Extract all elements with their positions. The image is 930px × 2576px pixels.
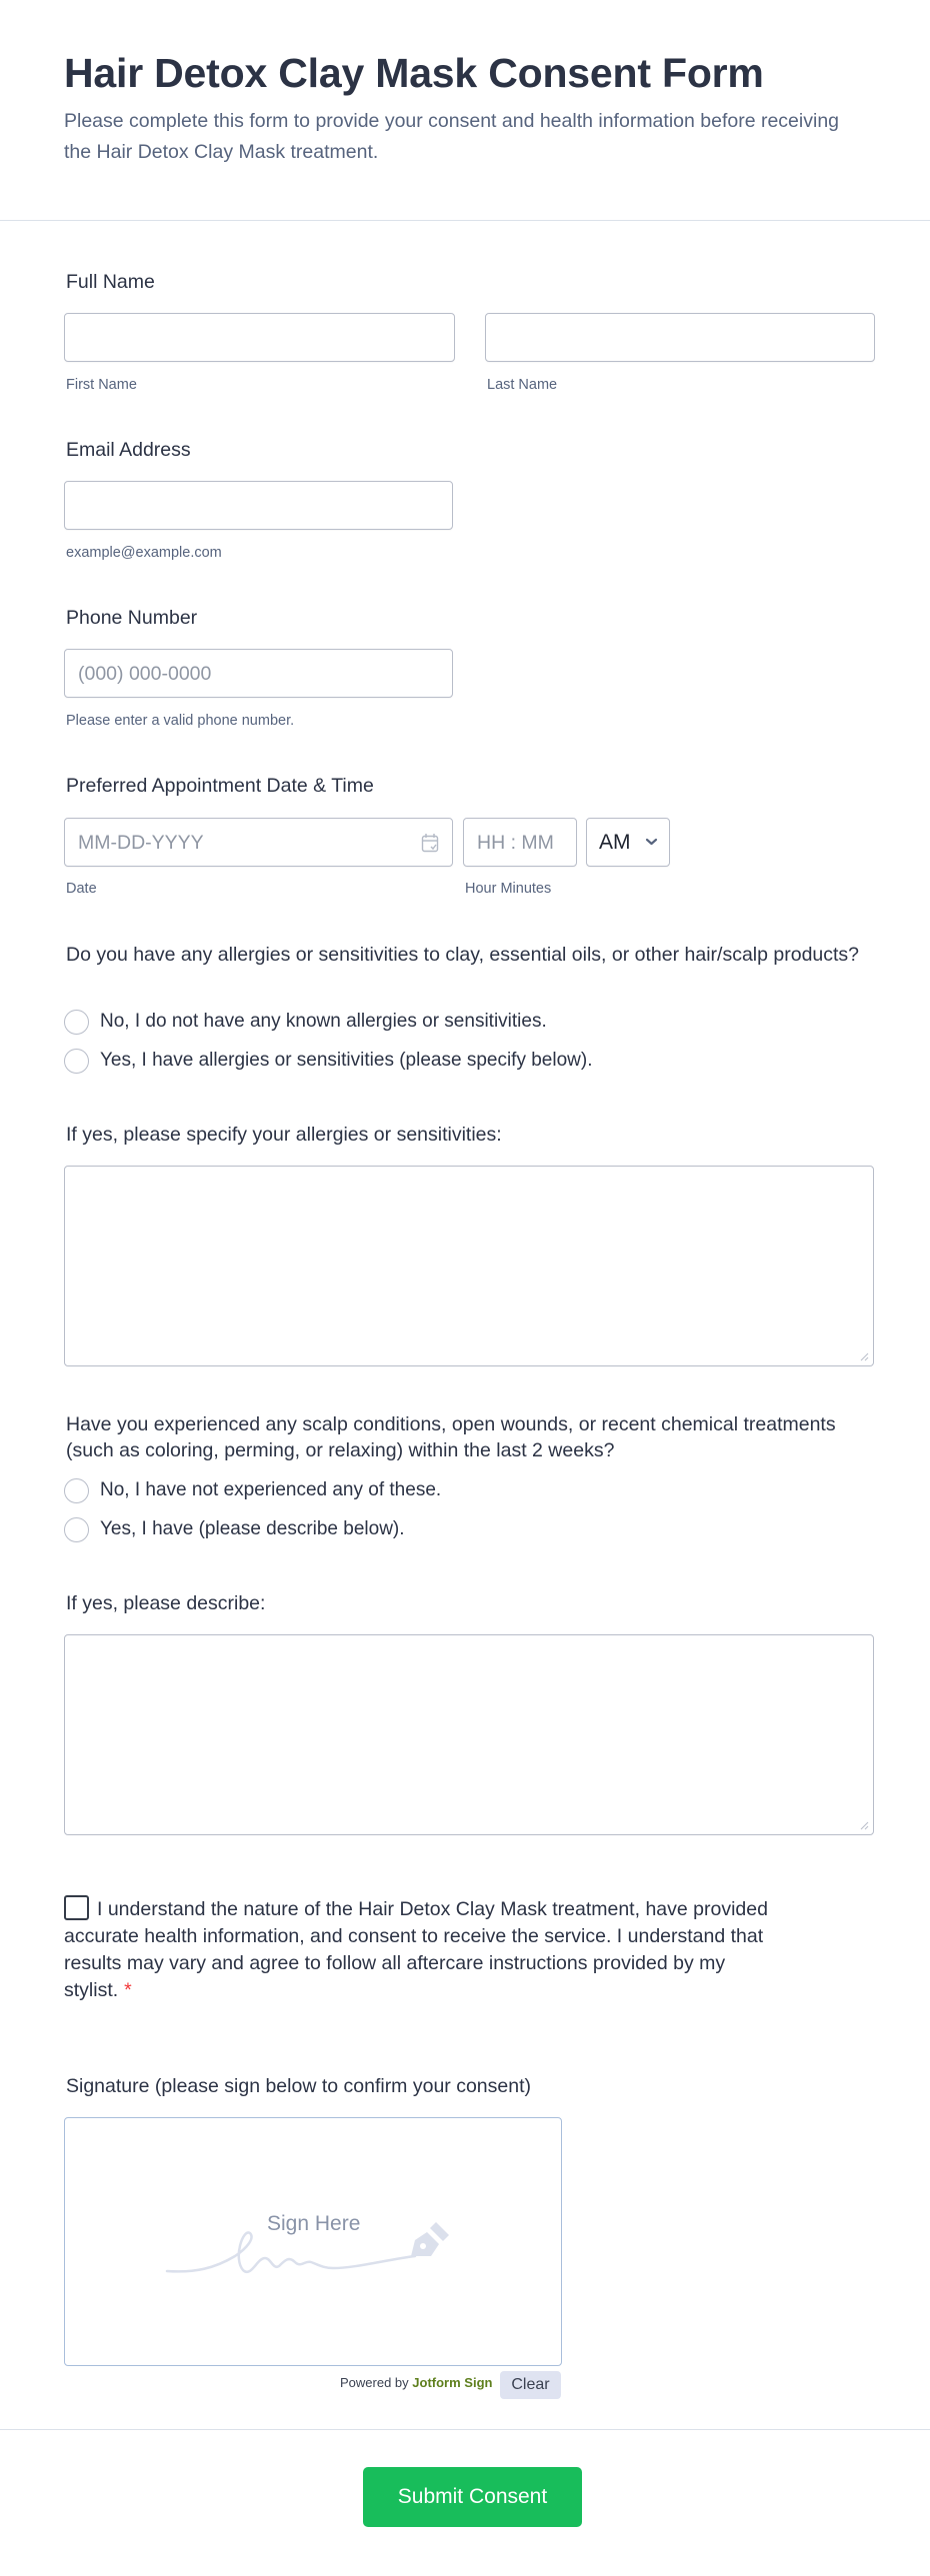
- signature-pad[interactable]: [64, 2117, 562, 2366]
- radio-button[interactable]: [64, 1049, 89, 1074]
- email-sublabel: example@example.com: [66, 545, 222, 561]
- full-name-label: Full Name: [66, 271, 155, 293]
- radio-button[interactable]: [64, 1010, 89, 1035]
- form-header: [0, 0, 930, 221]
- scalp-question-label: Have you experienced any scalp conditions, open wounds, or recent chemical treatments (such as coloring, perming, or relaxing) within the last 2 weeks?: [66, 1413, 836, 1461]
- scalp-details-textarea[interactable]: [64, 1634, 874, 1835]
- radio-label: Yes, I have (please describe below).: [100, 1518, 405, 1539]
- allergies-details-label: If yes, please specify your allergies or sensitivities:: [66, 1124, 502, 1146]
- phone-sublabel: Please enter a valid phone number.: [66, 713, 295, 729]
- allergies-option-no[interactable]: [64, 1008, 547, 1036]
- phone-input[interactable]: [64, 649, 453, 698]
- appointment-label: Preferred Appointment Date & Time: [66, 775, 374, 797]
- radio-button[interactable]: [64, 1478, 89, 1503]
- required-asterisk: *: [124, 1979, 132, 2001]
- time-placeholder: HH : MM: [477, 832, 554, 854]
- ampm-selected-value: AM: [599, 831, 631, 854]
- radio-label: No, I have not experienced any of these.: [100, 1479, 442, 1500]
- ampm-select[interactable]: [586, 818, 670, 867]
- date-placeholder: MM-DD-YYYY: [78, 832, 204, 854]
- phone-placeholder: (000) 000-0000: [78, 663, 212, 685]
- radio-label: No, I do not have any known allergies or sensitivities.: [100, 1011, 547, 1032]
- consent-checkbox[interactable]: [64, 1895, 89, 1920]
- first-name-input[interactable]: [64, 313, 455, 362]
- form-title: Hair Detox Clay Mask Consent Form: [64, 50, 764, 96]
- footer-divider: [0, 2429, 930, 2430]
- form-subtitle: Please complete this form to provide your consent and health information before receiving the Hair Detox Clay Mask treatment.: [64, 110, 840, 163]
- scalp-option-yes[interactable]: [64, 1515, 405, 1543]
- consent-checkbox-field[interactable]: [64, 1895, 784, 2004]
- allergies-option-yes[interactable]: [64, 1047, 592, 1075]
- consent-text: I understand the nature of the Hair Detox Clay Mask treatment, have provided accurate health information, and consent to receive the service. I understand that results may vary and agree to follow all aftercare instructions provided by my stylist.: [64, 1898, 768, 2001]
- resize-handle-icon[interactable]: [860, 1821, 869, 1830]
- scalp-details-label: If yes, please describe:: [66, 1592, 266, 1614]
- signature-label: Signature (please sign below to confirm your consent): [66, 2075, 531, 2097]
- last-name-input[interactable]: [485, 313, 875, 362]
- powered-by-text: Powered by: [340, 2375, 409, 2390]
- chevron-down-icon: [645, 837, 658, 847]
- date-sublabel: Date: [66, 881, 97, 897]
- scalp-option-no[interactable]: [64, 1476, 441, 1504]
- submit-button[interactable]: Submit Consent: [363, 2467, 582, 2527]
- powered-by: [340, 2375, 492, 2390]
- phone-label: Phone Number: [66, 607, 198, 629]
- resize-handle-icon[interactable]: [860, 1352, 869, 1361]
- email-input[interactable]: [64, 481, 453, 530]
- radio-label: Yes, I have allergies or sensitivities (please specify below).: [100, 1050, 593, 1071]
- time-sublabel: Hour Minutes: [465, 881, 552, 897]
- clear-signature-button[interactable]: Clear: [500, 2371, 561, 2399]
- calendar-icon[interactable]: [421, 833, 439, 853]
- sign-here-hint: Sign Here: [267, 2212, 361, 2235]
- allergies-details-textarea[interactable]: [64, 1166, 874, 1366]
- jotform-sign-link[interactable]: Jotform Sign: [412, 2375, 493, 2390]
- radio-button[interactable]: [64, 1517, 89, 1542]
- last-name-sublabel: Last Name: [487, 377, 558, 393]
- time-input[interactable]: [463, 818, 577, 867]
- allergies-question-label: Do you have any allergies or sensitivities to clay, essential oils, or other hair/scalp products?: [66, 944, 860, 966]
- first-name-sublabel: First Name: [66, 377, 137, 393]
- date-input[interactable]: [64, 818, 453, 867]
- email-label: Email Address: [66, 439, 191, 461]
